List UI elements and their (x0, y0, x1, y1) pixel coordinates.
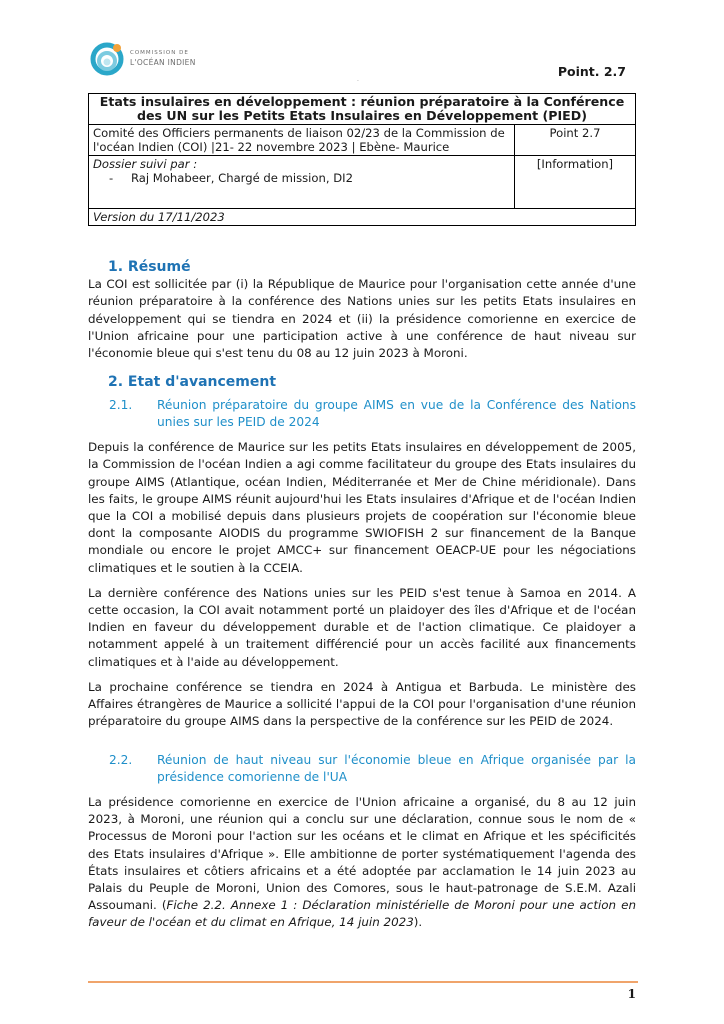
paragraph-text: La présidence comorienne en exercice de l'Union africaine a organisé, du 8 au 12 juin 2023, à Moroni, une réunion qui a conclu sur une déclaration, connue sous le nom de « Processus de Moroni pour l'action sur les océans et le climat en Afrique et les spécificités des Etats insulaires d'Afrique ». Elle ambitionne de porter systématiquement l'agenda des États insulaires et côtiers africains et a été adoptée par acclamation le 14 juin 2023 au Palais du Peuple de Moroni, Union des Comores, sous le haut-patronage de S.E.M. Azali Assoumani. ( (88, 795, 636, 913)
logo-line-2: L'OCÉAN INDIEN (130, 58, 196, 67)
subsection-2-2-heading (88, 752, 636, 785)
dossier-label: Dossier suivi par : (93, 157, 198, 171)
dash-bullet: - (109, 171, 114, 185)
subsection-2-2-number: 2.2. (109, 753, 133, 767)
dossier-person: Raj Mohabeer, Chargé de mission, DI2 (131, 171, 353, 185)
section-1 (88, 259, 636, 362)
category-cell: [Information] (515, 156, 636, 209)
dossier-cell (89, 156, 515, 209)
section-1-heading: 1. Résumé (108, 259, 191, 275)
subsection-2-1-paragraph-2: La dernière conférence des Nations unies sur les PEID s'est tenue à Samoa en 2014. A cette occasion, la COI avait notamment porté un plaidoyer des îles d'Afrique et de l'océan Indien en faveur du développement durable et de l'action climatique. Ce plaidoyer a notamment appelé à un traitement différencié pour un accès facilité aux financements climatiques et à l'aide au développement. (88, 585, 636, 669)
coi-logo-icon (90, 40, 126, 76)
subsection-2-1-heading (88, 397, 636, 430)
subsection-2-1-paragraph-1: Depuis la conférence de Maurice sur les petits Etats insulaires en développement de 2005, la Commission de l'océan Indien a agi comme facilitateur du groupe des Etats insulaires du groupe AIMS (Atlantique, océan Indien, Méditerranée et Mer de Chine méridionale). Dans les faits, le groupe AIMS réunit aujourd'hui les Etats insulaires d'Afrique et de l'océan Indien que la COI a mobilisé depuis dans plusieurs projets de coopération sur l'économie bleue dont la composante AIODIS du programme SWIOFISH 2 sur financement de la Banque mondiale ou encore le projet AMCC+ sur financement OEACP-UE pour les négociations climatiques et le soutien à la CCEIA. (88, 440, 636, 575)
section-2-heading: 2. Etat d'avancement (108, 374, 277, 390)
meeting-info: Comité des Officiers permanents de liaison 02/23 de la Commission de l'océan Indien (COI) |21- 22 novembre 2023 | Ebène- Maurice (89, 125, 515, 156)
logo-line-1: COMMISSION DE (130, 50, 189, 56)
section-2 (88, 374, 636, 730)
page-number: 1 (627, 987, 636, 1001)
subsection-2-1-title: Réunion préparatoire du groupe AIMS en vue de la Conférence des Nations unies sur les PEID de 2024 (157, 398, 636, 429)
coi-logo (90, 40, 196, 76)
dossier-person-item (93, 171, 510, 185)
point-label: Point. 2.7 (557, 64, 626, 79)
cover-table (88, 93, 636, 226)
version-cell: Version du 17/11/2023 (89, 209, 636, 226)
point-cell: Point 2.7 (515, 125, 636, 156)
stray-dot: . (357, 76, 359, 83)
subsection-2-1-number: 2.1. (109, 398, 133, 413)
logo-text (130, 49, 196, 67)
annex-reference: Fiche 2.2. Annexe 1 : Déclaration ministérielle de Moroni pour une action en faveur de l'océan et du climat en Afrique, 14 juin 2023 (88, 898, 636, 930)
paragraph-end: ). (413, 915, 423, 930)
section-1-paragraph: La COI est sollicitée par (i) la République de Maurice pour l'organisation cette année d'une réunion préparatoire à la conférence des Nations unies sur les petits Etats insulaires en développement qui se tiendra en 2024 et (ii) la présidence comorienne en exercice de l'Union africaine pour une participation active à une conférence de haut niveau sur l'économie bleue qui s'est tenu du 08 au 12 juin 2023 à Moroni. (88, 277, 636, 361)
subsection-2-2-paragraph (88, 794, 636, 932)
subsection-2-1-paragraph-3: La prochaine conférence se tiendra en 2024 à Antigua et Barbuda. Le ministère des Affaires étrangères de Maurice a sollicité l'appui de la COI pour l'organisation d'une réunion préparatoire du groupe AIMS dans la perspective de la conférence sur les PEID de 2024. (88, 679, 636, 729)
document-title: Etats insulaires en développement : réunion préparatoire à la Conférence des UN sur les Petits Etats Insulaires en Développement (PIED) (89, 94, 636, 125)
footer-divider (88, 981, 638, 983)
subsection-2-2 (88, 752, 636, 932)
subsection-2-2-title: Réunion de haut niveau sur l'économie bleue en Afrique organisée par la présidence comorienne de l'UA (157, 753, 636, 784)
